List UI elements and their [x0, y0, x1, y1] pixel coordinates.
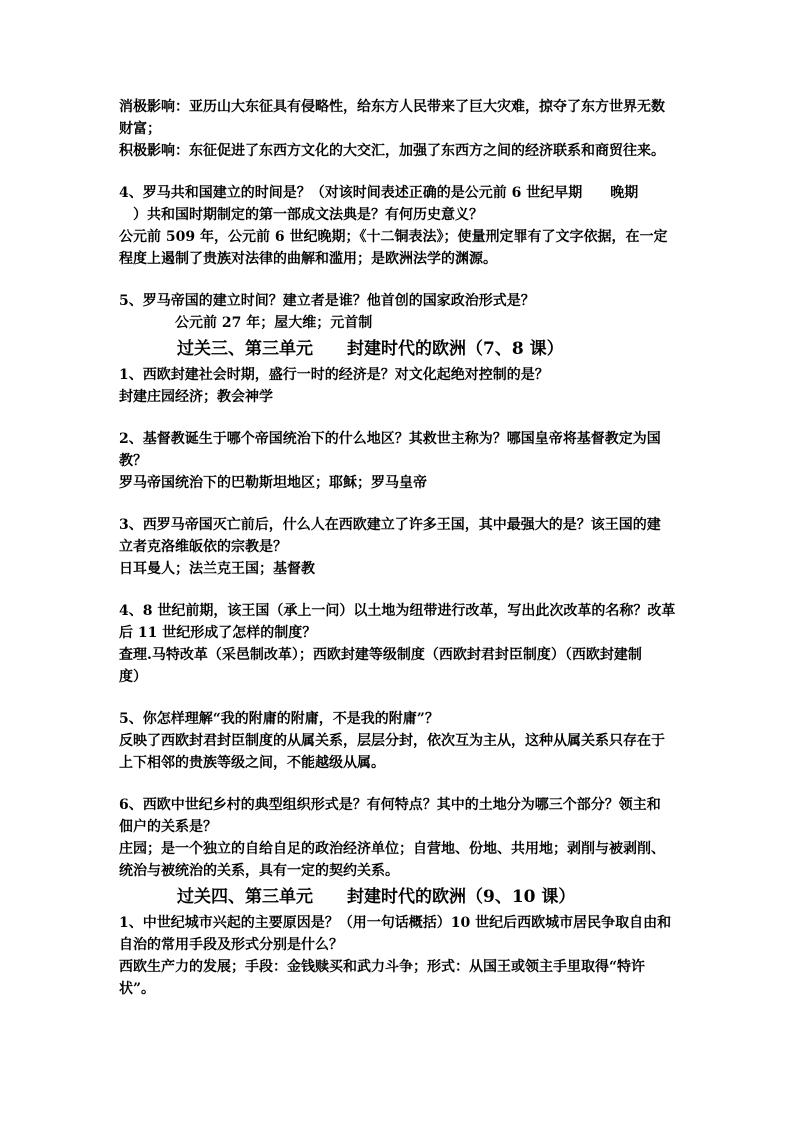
- s3-question-6-line-1: 6、西欧中世纪乡村的典型组织形式是？有何特点？其中的土地分为哪三个部分？领主和: [119, 797, 661, 813]
- question-5: 5、罗马帝国的建立时间？建立者是谁？他首创的国家政治形式是？: [119, 293, 535, 309]
- answer-line: 财富；: [119, 121, 161, 137]
- s3-answer-1: 封建庄园经济；教会神学: [119, 389, 273, 405]
- spacer: [119, 494, 679, 514]
- s4-question-1-line-2: 自治的常用手段及形式分别是什么？: [119, 937, 343, 953]
- answer-line: 积极影响：东征促进了东西方文化的大交汇，加强了东西方之间的经济联系和商贸往来。: [119, 143, 665, 159]
- question-4-line-1: 4、罗马共和国建立的时间是？（对该时间表述正确的是公元前 6 世纪早期 晚期: [119, 185, 639, 201]
- s3-question-5: 5、你怎样理解“我的附庸的附庸，不是我的附庸”？: [119, 711, 439, 727]
- s3-answer-6-line-2: 统治与被统治的关系，具有一定的契约关系。: [119, 863, 399, 879]
- s3-answer-4-line-2: 度）: [119, 669, 147, 685]
- spacer: [119, 774, 679, 794]
- s3-question-2-line-2: 教？: [119, 453, 147, 469]
- s3-answer-6-line-1: 庄园；是一个独立的自给自足的政治经济单位；自营地、份地、共用地；剥削与被剥削、: [119, 841, 665, 857]
- s4-answer-1-line-1: 西欧生产力的发展；手段：金钱赎买和武力斗争；形式：从国王或领主手里取得“特许: [119, 959, 646, 975]
- s3-question-3-line-1: 3、西罗马帝国灭亡前后，什么人在西欧建立了许多王国，其中最强大的是？该王国的建: [119, 517, 661, 533]
- s3-question-4-line-1: 4、8 世纪前期，该王国（承上一问）以土地为纽带进行改革，写出此次改革的名称？改革: [119, 603, 676, 619]
- document-page: [119, 96, 679, 1000]
- answer-4-line-2: 程度上遏制了贵族对法律的曲解和滥用；是欧洲法学的渊源。: [119, 251, 497, 267]
- s3-question-6-line-2: 佃户的关系是？: [119, 819, 217, 835]
- s4-answer-1-line-2: 状”。: [119, 981, 156, 997]
- answer-4-line-1: 公元前 509 年，公元前 6 世纪晚期；《十二铜表法》；使量刑定罪有了文字依据，在一定: [119, 229, 668, 245]
- s3-answer-4-line-1: 查理.马特改革（采邑制改革）；西欧封建等级制度（西欧封君封臣制度）（西欧封建制: [119, 647, 642, 663]
- s4-question-1-line-1: 1、中世纪城市兴起的主要原因是？（用一句话概括）10 世纪后西欧城市居民争取自由和: [119, 915, 672, 931]
- spacer: [119, 162, 679, 182]
- spacer: [119, 270, 679, 290]
- s3-question-2-line-1: 2、基督教诞生于哪个帝国统治下的什么地区？其救世主称为？哪国皇帝将基督教定为国: [119, 431, 661, 447]
- spacer: [119, 580, 679, 600]
- question-4-line-2: ）共和国时期制定的第一部成文法典是？有何历史意义？: [119, 207, 483, 223]
- s3-question-3-line-2: 立者克洛维皈依的宗教是？: [119, 539, 287, 555]
- s3-question-4-line-2: 后 11 世纪形成了怎样的制度？: [119, 625, 317, 641]
- s3-question-1: 1、西欧封建社会时期，盛行一时的经济是？对文化起绝对控制的是？: [119, 367, 549, 383]
- section-heading-3: 过关三、第三单元 封建时代的欧洲（7、8 课）: [177, 339, 564, 359]
- s3-answer-3: 日耳曼人；法兰克王国；基督教: [119, 561, 315, 577]
- s3-answer-2: 罗马帝国统治下的巴勒斯坦地区；耶稣；罗马皇帝: [119, 475, 427, 491]
- answer-5: 公元前 27 年；屋大维；元首制: [175, 315, 373, 331]
- spacer: [119, 688, 679, 708]
- spacer: [119, 408, 679, 428]
- s3-answer-5-line-2: 上下相邻的贵族等级之间，不能越级从属。: [119, 755, 385, 771]
- s3-answer-5-line-1: 反映了西欧封君封臣制度的从属关系，层层分封，依次互为主从，这种从属关系只存在于: [119, 733, 665, 749]
- section-heading-4: 过关四、第三单元 封建时代的欧洲（9、10 课）: [177, 887, 576, 907]
- answer-line: 消极影响：亚历山大东征具有侵略性，给东方人民带来了巨大灾难，掠夺了东方世界无数: [119, 99, 665, 115]
